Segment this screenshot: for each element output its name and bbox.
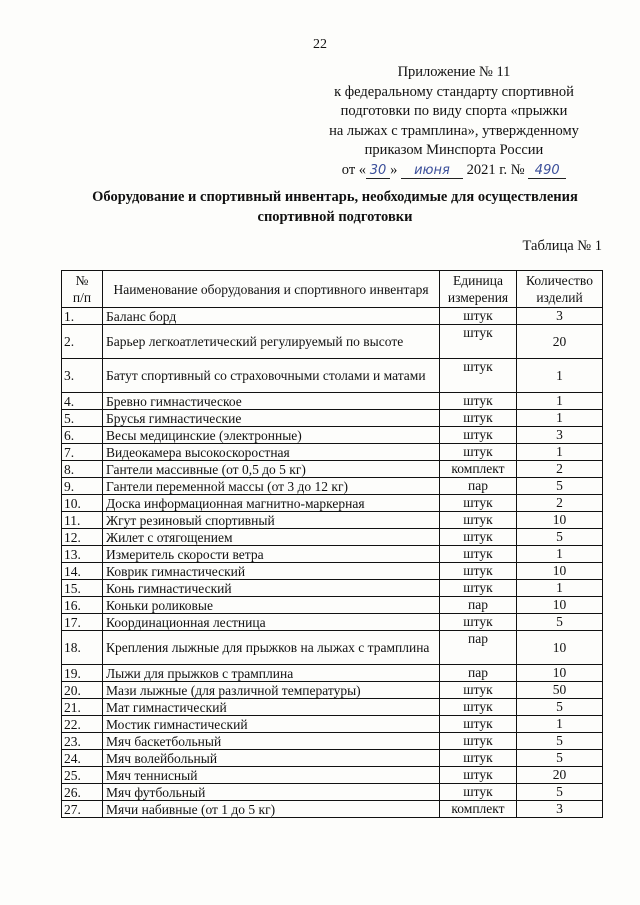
title-line: Оборудование и спортивный инвентарь, необходимые для осуществления (92, 189, 578, 205)
row-unit: комплект (440, 801, 517, 818)
row-name: Весы медицинские (электронные) (103, 427, 440, 444)
date-mid: » (390, 161, 398, 178)
row-name: Коврик гимнастический (103, 563, 440, 580)
row-unit: пар (440, 631, 517, 665)
row-name: Видеокамера высокоскоростная (103, 444, 440, 461)
row-unit: штук (440, 784, 517, 801)
table-row (62, 478, 603, 495)
table-row (62, 563, 603, 580)
row-unit: штук (440, 495, 517, 512)
row-name: Мази лыжные (для различной температуры) (103, 682, 440, 699)
table-row (62, 801, 603, 818)
table-row (62, 784, 603, 801)
row-name: Батут спортивный со страховочными столами и матами (103, 359, 440, 393)
table-row (62, 682, 603, 699)
row-name: Конь гимнастический (103, 580, 440, 597)
table-row (62, 546, 603, 563)
row-name: Бревно гимнастическое (103, 393, 440, 410)
row-unit: штук (440, 325, 517, 359)
row-unit: штук (440, 563, 517, 580)
table-row (62, 529, 603, 546)
row-quantity: 10 (517, 597, 603, 614)
appendix-number: Приложение № 11 (397, 64, 511, 80)
row-number: 27. (62, 801, 103, 818)
row-quantity: 5 (517, 699, 603, 716)
row-name: Лыжи для прыжков с трамплина (103, 665, 440, 682)
row-quantity: 3 (517, 801, 603, 818)
row-number: 4. (62, 393, 103, 410)
row-unit: штук (440, 733, 517, 750)
row-name: Мяч баскетбольный (103, 733, 440, 750)
table-row (62, 716, 603, 733)
header-unit-line: измерения (447, 290, 509, 305)
table-row (62, 427, 603, 444)
row-quantity: 1 (517, 716, 603, 733)
row-unit: пар (440, 478, 517, 495)
date-year: 2021 г. № (466, 161, 525, 178)
row-quantity: 3 (517, 427, 603, 444)
row-number: 2. (62, 325, 103, 359)
row-unit: штук (440, 716, 517, 733)
row-number: 12. (62, 529, 103, 546)
row-quantity: 50 (517, 682, 603, 699)
row-name: Жгут резиновый спортивный (103, 512, 440, 529)
row-quantity: 10 (517, 665, 603, 682)
row-quantity: 1 (517, 580, 603, 597)
header-name: Наименование оборудования и спортивного инвентаря (103, 271, 440, 308)
row-unit: штук (440, 359, 517, 393)
row-unit: комплект (440, 461, 517, 478)
header-quantity (517, 271, 603, 308)
row-quantity: 5 (517, 784, 603, 801)
header-unit (440, 271, 517, 308)
row-name: Координационная лестница (103, 614, 440, 631)
row-unit: штук (440, 546, 517, 563)
row-name: Коньки роликовые (103, 597, 440, 614)
row-quantity: 5 (517, 478, 603, 495)
table-row (62, 512, 603, 529)
table-row (62, 750, 603, 767)
row-quantity: 20 (517, 325, 603, 359)
table-row (62, 444, 603, 461)
row-unit: штук (440, 410, 517, 427)
row-number: 17. (62, 614, 103, 631)
row-name: Барьер легкоатлетический регулируемый по высоте (103, 325, 440, 359)
table-header-row (62, 271, 603, 308)
row-quantity: 2 (517, 495, 603, 512)
row-number: 22. (62, 716, 103, 733)
row-unit: штук (440, 308, 517, 325)
table-row (62, 767, 603, 784)
table-row (62, 393, 603, 410)
row-quantity: 20 (517, 767, 603, 784)
row-name: Гантели переменной массы (от 3 до 12 кг) (103, 478, 440, 495)
appendix-line: к федеральному стандарту спортивной (334, 83, 574, 100)
row-number: 26. (62, 784, 103, 801)
row-number: 20. (62, 682, 103, 699)
row-unit: штук (440, 614, 517, 631)
handwritten-day: 30 (366, 163, 390, 179)
row-quantity: 5 (517, 750, 603, 767)
row-unit: штук (440, 580, 517, 597)
row-number: 25. (62, 767, 103, 784)
row-name: Доска информационная магнитно-маркерная (103, 495, 440, 512)
row-quantity: 10 (517, 563, 603, 580)
page-number: 22 (313, 37, 327, 52)
row-number: 10. (62, 495, 103, 512)
appendix-line: приказом Минспорта России (364, 142, 544, 158)
row-name: Измеритель скорости ветра (103, 546, 440, 563)
row-quantity: 5 (517, 529, 603, 546)
row-quantity: 2 (517, 461, 603, 478)
row-name: Жилет с отягощением (103, 529, 440, 546)
row-name: Гантели массивные (от 0,5 до 5 кг) (103, 461, 440, 478)
row-quantity: 10 (517, 631, 603, 665)
table-row (62, 665, 603, 682)
row-quantity: 3 (517, 308, 603, 325)
row-number: 1. (62, 308, 103, 325)
table-row (62, 308, 603, 325)
row-quantity: 10 (517, 512, 603, 529)
row-number: 8. (62, 461, 103, 478)
row-name: Мяч футбольный (103, 784, 440, 801)
appendix-line: подготовки по виду спорта «прыжки (340, 103, 568, 119)
date-prefix: от « (341, 161, 367, 178)
header-quantity-line: изделий (536, 290, 583, 305)
appendix-line: на лыжах с трамплина», утвержденному (329, 122, 579, 139)
header-quantity-line: Количество (526, 273, 593, 288)
table-row (62, 461, 603, 478)
table-row (62, 733, 603, 750)
title-line: спортивной подготовки (257, 209, 413, 225)
row-number: 23. (62, 733, 103, 750)
row-unit: штук (440, 699, 517, 716)
equipment-table (61, 270, 603, 818)
row-number: 21. (62, 699, 103, 716)
table-row (62, 597, 603, 614)
row-number: 3. (62, 359, 103, 393)
handwritten-order-number: 490 (528, 163, 566, 179)
table-row (62, 410, 603, 427)
row-unit: штук (440, 444, 517, 461)
table-row (62, 580, 603, 597)
row-unit: штук (440, 512, 517, 529)
row-unit: пар (440, 665, 517, 682)
row-number: 9. (62, 478, 103, 495)
row-unit: штук (440, 767, 517, 784)
row-number: 24. (62, 750, 103, 767)
row-number: 15. (62, 580, 103, 597)
handwritten-month: июня (401, 163, 463, 179)
row-unit: штук (440, 427, 517, 444)
row-unit: пар (440, 597, 517, 614)
row-number: 11. (62, 512, 103, 529)
table-row (62, 359, 603, 393)
row-number: 19. (62, 665, 103, 682)
row-unit: штук (440, 682, 517, 699)
table-label: Таблица № 1 (522, 238, 602, 254)
row-number: 13. (62, 546, 103, 563)
row-name: Баланс борд (103, 308, 440, 325)
row-quantity: 1 (517, 546, 603, 563)
row-quantity: 5 (517, 614, 603, 631)
table-row (62, 631, 603, 665)
row-number: 18. (62, 631, 103, 665)
header-unit-line: Единица (452, 273, 503, 288)
row-number: 7. (62, 444, 103, 461)
row-quantity: 1 (517, 410, 603, 427)
row-quantity: 1 (517, 444, 603, 461)
row-number: 14. (62, 563, 103, 580)
row-name: Мяч волейбольный (103, 750, 440, 767)
row-name: Мяч теннисный (103, 767, 440, 784)
header-number-line: п/п (72, 290, 92, 305)
row-name: Брусья гимнастические (103, 410, 440, 427)
table-row (62, 699, 603, 716)
table-row (62, 325, 603, 359)
appendix-header (304, 63, 604, 180)
row-unit: штук (440, 393, 517, 410)
row-name: Мат гимнастический (103, 699, 440, 716)
row-name: Мячи набивные (от 1 до 5 кг) (103, 801, 440, 818)
document-title (40, 187, 630, 227)
row-number: 5. (62, 410, 103, 427)
row-name: Мостик гимнастический (103, 716, 440, 733)
row-quantity: 1 (517, 393, 603, 410)
row-unit: штук (440, 529, 517, 546)
row-number: 6. (62, 427, 103, 444)
header-number-line: № (75, 273, 89, 288)
row-quantity: 5 (517, 733, 603, 750)
row-name: Крепления лыжные для прыжков на лыжах с трамплина (103, 631, 440, 665)
table-row (62, 495, 603, 512)
row-quantity: 1 (517, 359, 603, 393)
row-unit: штук (440, 750, 517, 767)
header-number (62, 271, 103, 308)
row-number: 16. (62, 597, 103, 614)
table-row (62, 614, 603, 631)
appendix-date-line (304, 161, 604, 181)
